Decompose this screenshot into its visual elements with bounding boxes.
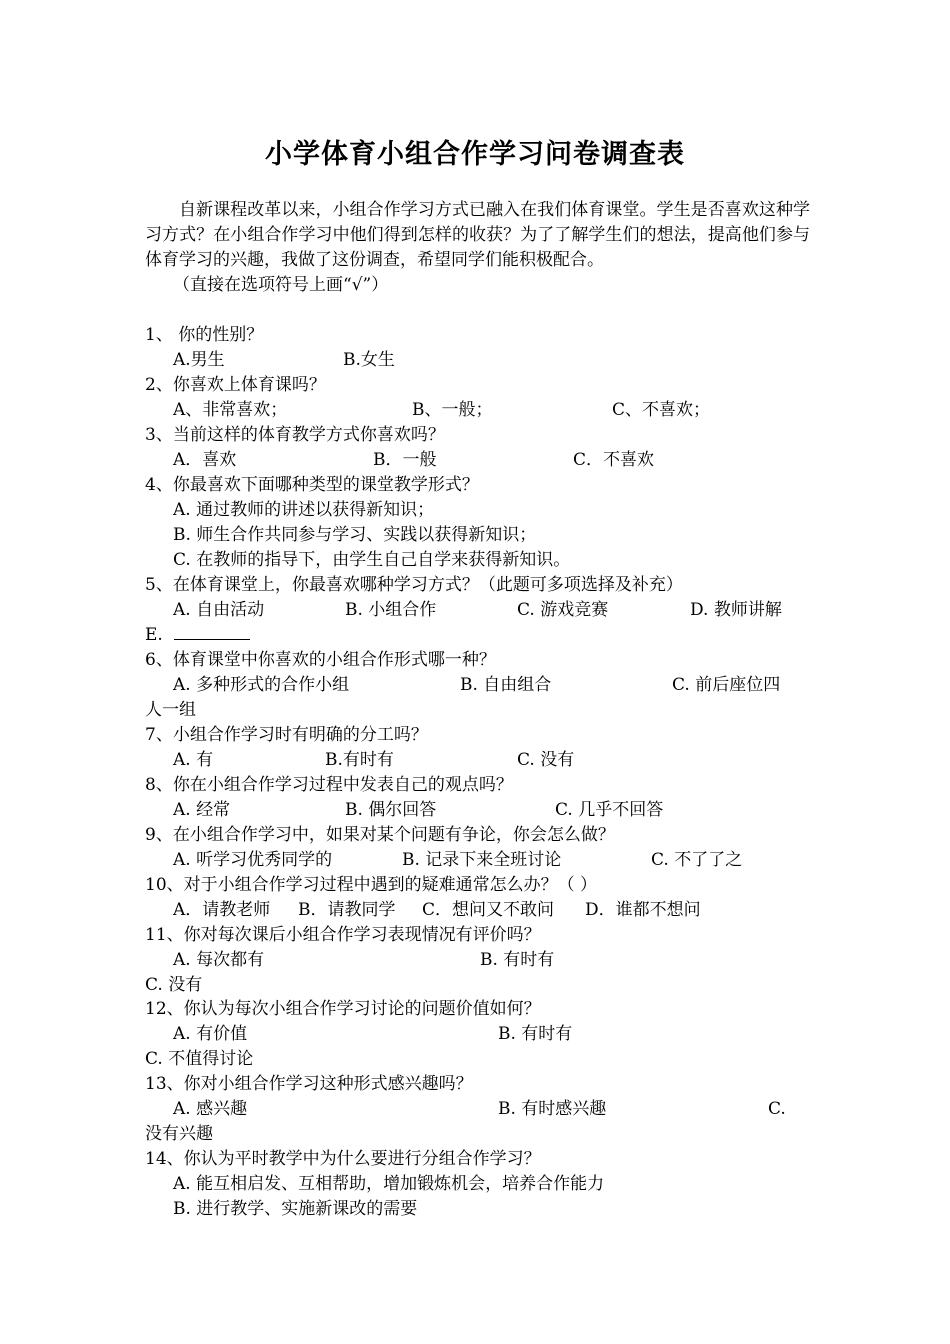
q9-option-a[interactable]: A. 听学习优秀同学的 <box>173 850 333 870</box>
question-11: 11、你对每次课后小组合作学习表现情况有评价吗？ <box>145 925 541 945</box>
q3-option-c[interactable]: C．不喜欢 <box>573 450 655 470</box>
q5-option-a[interactable]: A. 自由活动 <box>173 600 265 620</box>
q7-option-c[interactable]: C. 没有 <box>517 750 575 770</box>
q13-option-b[interactable]: B. 有时感兴趣 <box>498 1099 607 1119</box>
question-6: 6、体育课堂中你喜欢的小组合作形式哪一种？ <box>145 650 496 670</box>
q3-option-a[interactable]: A．喜欢 <box>173 450 237 470</box>
q6-option-b[interactable]: B. 自由组合 <box>460 675 552 695</box>
question-3: 3、当前这样的体育教学方式你喜欢吗？ <box>145 425 445 445</box>
q2-option-b[interactable]: B、一般； <box>412 400 493 420</box>
question-9: 9、在小组合作学习中，如果对某个问题有争论，你会怎么做？ <box>145 825 615 845</box>
q13-option-c[interactable]: C. <box>768 1099 786 1119</box>
q9-option-c[interactable]: C. 不了了之 <box>651 850 743 870</box>
question-1: 1、 你的性别？ <box>145 325 264 345</box>
q4-option-c[interactable]: C. 在教师的指导下，由学生自己自学来获得新知识。 <box>173 550 571 570</box>
q7-option-b[interactable]: B.有时有 <box>325 750 394 770</box>
q10-option-b[interactable]: B．请教同学 <box>298 900 396 920</box>
q13-option-c-wrap: 没有兴趣 <box>145 1124 213 1144</box>
intro-paragraph: 自新课程改革以来，小组合作学习方式已融入在我们体育课堂。学生是否喜欢这种学习方式？在小组合作学习中他们得到怎样的收获？为了了解学生们的想法，提高他们参与体育学习的兴趣，我做了这份调查，希望同学们能积极配合。 <box>145 200 810 270</box>
q6-option-c[interactable]: C. 前后座位四 <box>672 675 781 695</box>
question-2: 2、你喜欢上体育课吗？ <box>145 375 326 395</box>
page-title: 小学体育小组合作学习问卷调查表 <box>265 139 685 170</box>
q9-option-b[interactable]: B. 记录下来全班讨论 <box>402 850 562 870</box>
q3-option-b[interactable]: B．一般 <box>373 450 437 470</box>
q5-blank-field[interactable] <box>174 623 250 640</box>
q10-option-d[interactable]: D．谁都不想问 <box>585 900 701 920</box>
q11-option-c[interactable]: C. 没有 <box>145 975 203 995</box>
q4-option-a[interactable]: A. 通过教师的讲述以获得新知识； <box>173 500 435 520</box>
q5-option-c[interactable]: C. 游戏竞赛 <box>517 600 609 620</box>
q12-option-c[interactable]: C. 不值得讨论 <box>145 1049 254 1069</box>
q11-option-a[interactable]: A. 每次都有 <box>173 950 265 970</box>
question-13: 13、你对小组合作学习这种形式感兴趣吗？ <box>145 1074 473 1094</box>
q10-option-c[interactable]: C．想问又不敢问 <box>422 900 555 920</box>
question-8: 8、你在小组合作学习过程中发表自己的观点吗？ <box>145 775 513 795</box>
q4-option-b[interactable]: B. 师生合作共同参与学习、实践以获得新知识； <box>173 525 537 545</box>
q13-option-a[interactable]: A. 感兴趣 <box>173 1099 248 1119</box>
q5-option-b[interactable]: B. 小组合作 <box>345 600 437 620</box>
q8-option-c[interactable]: C. 几乎不回答 <box>555 800 664 820</box>
q10-option-a[interactable]: A．请教老师 <box>173 900 271 920</box>
q5-option-d[interactable]: D. 教师讲解 <box>690 600 782 620</box>
question-14: 14、你认为平时教学中为什么要进行分组合作学习？ <box>145 1149 541 1169</box>
question-5: 5、在体育课堂上，你最喜欢哪种学习方式？（此题可多项选择及补充） <box>145 575 683 595</box>
q1-option-a[interactable]: A.男生 <box>173 350 225 370</box>
q12-option-a[interactable]: A. 有价值 <box>173 1024 248 1044</box>
question-7: 7、小组合作学习时有明确的分工吗？ <box>145 725 428 745</box>
q7-option-a[interactable]: A. 有 <box>173 750 214 770</box>
q2-option-c[interactable]: C、不喜欢； <box>612 400 711 420</box>
question-10: 10、对于小组合作学习过程中遇到的疑难通常怎么办？（ ） <box>145 875 598 895</box>
q8-option-b[interactable]: B. 偶尔回答 <box>345 800 437 820</box>
q5-option-e[interactable] <box>145 623 250 648</box>
question-12: 12、你认为每次小组合作学习讨论的问题价值如何？ <box>145 999 541 1019</box>
q6-option-a[interactable]: A. 多种形式的合作小组 <box>173 675 350 695</box>
q12-option-b[interactable]: B. 有时有 <box>498 1024 573 1044</box>
q14-option-b[interactable]: B. 进行教学、实施新课改的需要 <box>173 1199 418 1219</box>
instruction-hint: （直接在选项符号上画“√”） <box>173 275 389 295</box>
q1-option-b[interactable]: B.女生 <box>343 350 395 370</box>
question-4: 4、你最喜欢下面哪种类型的课堂教学形式？ <box>145 475 479 495</box>
q5-option-e-label: E. <box>145 625 163 645</box>
q8-option-a[interactable]: A. 经常 <box>173 800 231 820</box>
q2-option-a[interactable]: A、非常喜欢； <box>173 400 288 420</box>
q14-option-a[interactable]: A. 能互相启发、互相帮助，增加锻炼机会，培养合作能力 <box>173 1174 605 1194</box>
q6-option-c-wrap: 人一组 <box>145 700 196 720</box>
q11-option-b[interactable]: B. 有时有 <box>480 950 555 970</box>
